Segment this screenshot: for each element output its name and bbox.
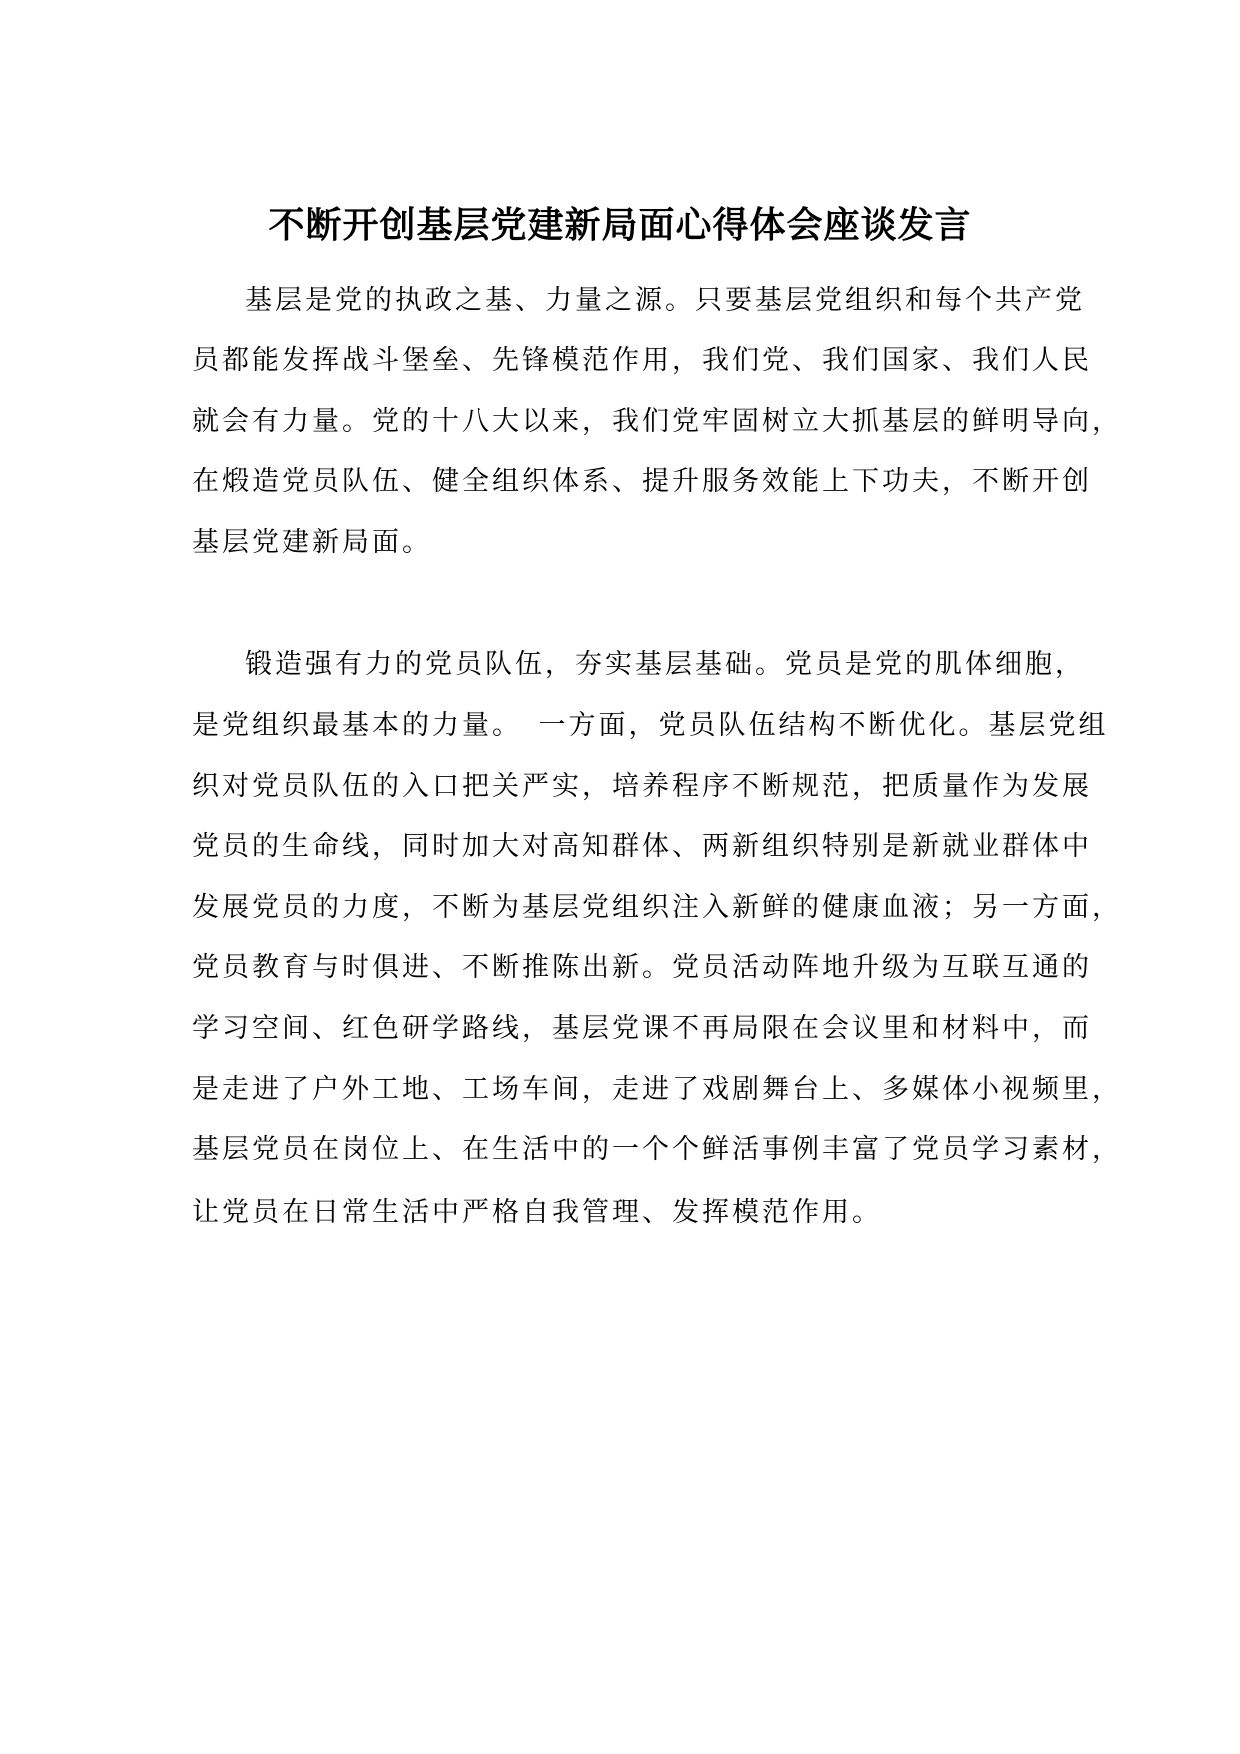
paragraph-1-line-2: 员都能发挥战斗堡垒、先锋模范作用，我们党、我们国家、我们人民 bbox=[192, 345, 1092, 376]
paragraph-1-line-4: 在煅造党员队伍、健全组织体系、提升服务效能上下功夫，不断开创 bbox=[192, 466, 1092, 497]
paragraph-2-line-10: 让党员在日常生活中严格自我管理、发挥模范作用。 bbox=[192, 1197, 882, 1228]
paragraph-2-line-2: 是党组织最基本的力量。 一方面，党员队伍结构不断优化。基层党组 bbox=[192, 710, 1109, 741]
paragraph-2-line-7: 学习空间、红色研学路线，基层党课不再局限在会议里和材料中，而 bbox=[192, 1013, 1092, 1044]
paragraph-2-line-1: 锻造强有力的党员队伍，夯实基层基础。党员是党的肌体细胞， bbox=[245, 649, 1085, 680]
paragraph-2-line-9: 基层党员在岗位上、在生活中的一个个鲜活事例丰富了党员学习素材， bbox=[192, 1134, 1122, 1165]
paragraph-1-line-3: 就会有力量。党的十八大以来，我们党牢固树立大抓基层的鲜明导向， bbox=[192, 406, 1122, 437]
paragraph-2-line-8: 是走进了户外工地、工场车间，走进了戏剧舞台上、多媒体小视频里， bbox=[192, 1074, 1122, 1105]
paragraph-1-line-5: 基层党建新局面。 bbox=[192, 527, 432, 558]
paragraph-2-line-3: 织对党员队伍的入口把关严实，培养程序不断规范，把质量作为发展 bbox=[192, 771, 1092, 802]
paragraph-2-line-5: 发展党员的力度，不断为基层党组织注入新鲜的健康血液；另一方面， bbox=[192, 892, 1122, 923]
paragraph-2-line-6: 党员教育与时俱进、不断推陈出新。党员活动阵地升级为互联互通的 bbox=[192, 952, 1092, 983]
paragraph-1-line-1: 基层是党的执政之基、力量之源。只要基层党组织和每个共产党 bbox=[245, 285, 1085, 316]
paragraph-2-line-4: 党员的生命线，同时加大对高知群体、两新组织特别是新就业群体中 bbox=[192, 831, 1092, 862]
document-title: 不断开创基层党建新局面心得体会座谈发言 bbox=[268, 205, 972, 246]
